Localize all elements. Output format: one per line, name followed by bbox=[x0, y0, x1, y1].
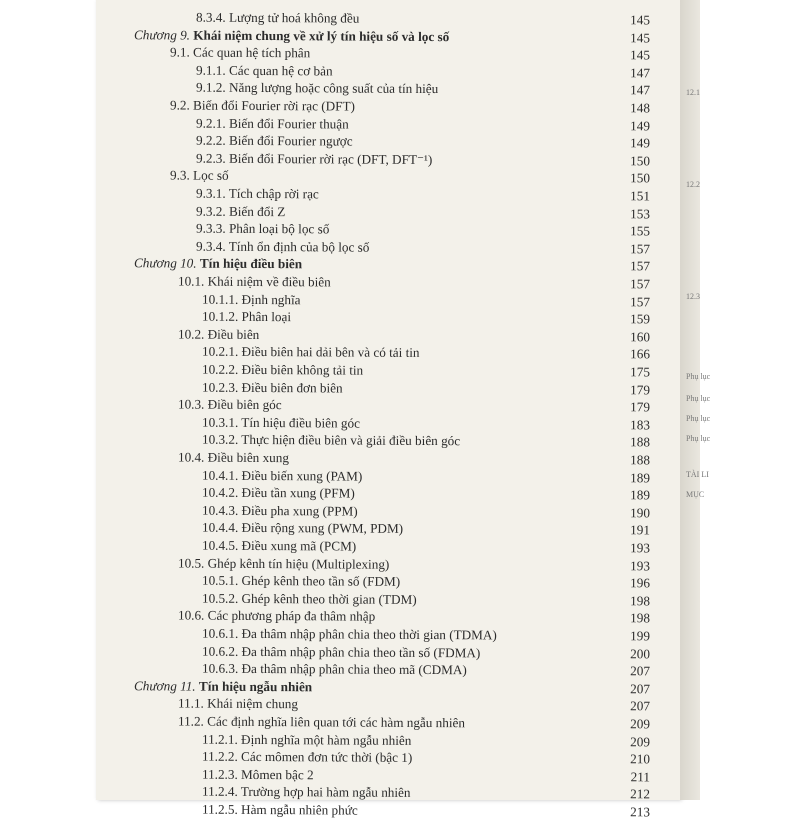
page-number: 210 bbox=[630, 751, 651, 767]
entry-title: 10.4. Điều biên xung bbox=[177, 449, 290, 466]
entry-title: 10.2.2. Điều biên không tải tin bbox=[201, 361, 364, 378]
next-page-fragment: TÀI LI bbox=[686, 470, 709, 479]
page-number: 147 bbox=[630, 65, 651, 81]
entry-title: 10.2.1. Điều biên hai dải bên và có tải tin bbox=[201, 344, 420, 361]
entry-title: 10.1.1. Định nghĩa bbox=[201, 291, 301, 307]
page-number: 213 bbox=[630, 804, 651, 820]
entry-title: 9.2.1. Biến đổi Fourier thuận bbox=[195, 115, 349, 132]
entry-title: 10.4.5. Điều xung mã (PCM) bbox=[201, 537, 357, 554]
next-page-fragment: MỤC bbox=[686, 490, 705, 499]
toc-row bbox=[96, 800, 680, 822]
page-number: 189 bbox=[630, 469, 651, 485]
page-number: 209 bbox=[630, 716, 651, 732]
chapter-label: Chương 10. bbox=[133, 255, 197, 272]
entry-title: 9.1. Các quan hệ tích phân bbox=[169, 44, 311, 61]
entry-title: 10.6.1. Đa thâm nhập phân chia theo thời gian (TDMA) bbox=[201, 625, 497, 643]
page-number: 207 bbox=[630, 698, 651, 714]
page-number: 160 bbox=[630, 329, 651, 345]
entry-title: 10.6. Các phương pháp đa thâm nhập bbox=[177, 607, 376, 625]
page-number: 196 bbox=[630, 575, 651, 591]
next-page-fragment: Phụ lục bbox=[686, 414, 711, 423]
entry-title: 10.1.2. Phân loại bbox=[201, 308, 292, 325]
page-number: 198 bbox=[630, 610, 651, 626]
entry-title: 10.5.2. Ghép kênh theo thời gian (TDM) bbox=[201, 590, 417, 607]
entry-title: 11.2.1. Định nghĩa một hàm ngẫu nhiên bbox=[201, 731, 412, 748]
entry-title: 10.6.3. Đa thâm nhập phân chia theo mã (CDMA) bbox=[201, 660, 467, 678]
chapter-heading bbox=[134, 677, 312, 696]
entry-title: 10.4.4. Điều rộng xung (PWM, PDM) bbox=[201, 520, 404, 537]
entry-title: 10.5.1. Ghép kênh theo tần số (FDM) bbox=[201, 572, 401, 590]
chapter-label: Chương 11. bbox=[133, 678, 196, 694]
page-number: 151 bbox=[630, 188, 651, 204]
page-number: 199 bbox=[630, 628, 651, 644]
entry-title: 9.3. Lọc số bbox=[169, 167, 229, 184]
entry-title: 9.3.4. Tính ổn định của bộ lọc số bbox=[195, 238, 370, 255]
next-page-fragment: 12.2 bbox=[686, 180, 700, 189]
page-number: 188 bbox=[630, 452, 651, 468]
page-number: 145 bbox=[630, 29, 651, 45]
page-number: 155 bbox=[630, 223, 651, 239]
entry-title: 9.2.2. Biến đổi Fourier ngược bbox=[195, 132, 353, 149]
chapter-title: Khái niệm chung về xử lý tín hiệu số và lọc số bbox=[193, 27, 450, 44]
page-number: 157 bbox=[630, 276, 651, 292]
entry-title: 9.2.3. Biến đổi Fourier rời rạc (DFT, DFT⁻¹) bbox=[195, 150, 433, 167]
page-number: 188 bbox=[630, 434, 651, 450]
page-number: 193 bbox=[630, 557, 651, 573]
page-number: 157 bbox=[630, 258, 651, 274]
entry-title: 10.4.1. Điều biến xung (PAM) bbox=[201, 467, 363, 484]
entry-title: 11.1. Khái niệm chung bbox=[177, 695, 299, 712]
page-number: 148 bbox=[630, 100, 651, 116]
page-number: 207 bbox=[630, 663, 651, 679]
entry-title: 10.2.3. Điều biên đơn biên bbox=[201, 379, 343, 396]
page-number: 200 bbox=[630, 645, 651, 661]
next-page-fragment: 12.1 bbox=[686, 88, 700, 97]
entry-title: 10.3. Điều biên góc bbox=[177, 396, 282, 413]
entry-title: 10.1. Khái niệm về điều biên bbox=[177, 273, 331, 290]
page-number: 212 bbox=[630, 786, 651, 802]
page-number: 190 bbox=[630, 505, 651, 521]
chapter-title: Tín hiệu ngẫu nhiên bbox=[198, 678, 313, 695]
page-number: 153 bbox=[630, 205, 651, 221]
page-number: 183 bbox=[630, 417, 651, 433]
entry-title: 11.2.4. Trường hợp hai hàm ngẫu nhiên bbox=[201, 784, 411, 801]
page-number: 145 bbox=[630, 12, 651, 28]
page-number: 149 bbox=[630, 117, 651, 133]
chapter-label: Chương 9. bbox=[133, 26, 191, 43]
entry-title: 10.3.1. Tín hiệu điều biên góc bbox=[201, 414, 361, 431]
chapter-heading bbox=[134, 255, 302, 274]
page-number: 145 bbox=[630, 47, 651, 63]
entry-title: 10.6.2. Đa thâm nhập phân chia theo tần số (FDMA) bbox=[201, 643, 481, 660]
entry-title: 9.3.3. Phân loại bộ lọc số bbox=[195, 220, 330, 237]
entry-title: 9.3.2. Biến đổi Z bbox=[195, 203, 286, 219]
book-page bbox=[96, 0, 680, 820]
next-page-fragment: 12.3 bbox=[686, 292, 700, 301]
next-page-edge bbox=[684, 0, 711, 800]
page-number: 150 bbox=[630, 153, 651, 169]
page-number: 157 bbox=[630, 241, 651, 257]
page-number: 179 bbox=[630, 399, 651, 415]
page-number: 175 bbox=[630, 364, 651, 380]
entry-title: 11.2. Các định nghĩa liên quan tới các hàm ngẫu nhiên bbox=[177, 713, 466, 731]
next-page-fragment: Phụ lục bbox=[686, 434, 711, 443]
entry-title: 10.3.2. Thực hiện điều biên và giải điều biên góc bbox=[201, 432, 461, 449]
page-number: 159 bbox=[630, 311, 651, 327]
entry-title: 9.3.1. Tích chập rời rạc bbox=[195, 185, 319, 202]
entry-title: 11.2.5. Hàm ngẫu nhiên phức bbox=[201, 801, 358, 818]
chapter-title: Tín hiệu điều biên bbox=[199, 256, 303, 272]
entry-title: 10.5. Ghép kênh tín hiệu (Multiplexing) bbox=[177, 555, 390, 572]
next-page-fragment: Phụ lục bbox=[686, 394, 711, 403]
page-number: 147 bbox=[630, 82, 651, 98]
page-number: 150 bbox=[630, 170, 651, 186]
entry-title: 10.4.2. Điều tần xung (PFM) bbox=[201, 484, 355, 501]
entry-title: 9.2. Biến đổi Fourier rời rạc (DFT) bbox=[169, 97, 356, 114]
page-number: 193 bbox=[630, 540, 651, 556]
page-number: 198 bbox=[630, 593, 651, 609]
entry-title: 9.1.2. Năng lượng hoặc công suất của tín hiệu bbox=[195, 80, 439, 97]
page-number: 189 bbox=[630, 487, 651, 503]
table-of-contents bbox=[96, 0, 680, 820]
entry-title: 11.2.2. Các mômen đơn tức thời (bậc 1) bbox=[201, 748, 413, 766]
entry-title: 10.4.3. Điều pha xung (PPM) bbox=[201, 502, 358, 519]
entry-title: 10.2. Điều biên bbox=[177, 326, 260, 342]
entry-title: 11.2.3. Mômen bậc 2 bbox=[201, 766, 314, 783]
entry-title: 8.3.4. Lượng tử hoá không đều bbox=[195, 9, 360, 26]
page-number: 209 bbox=[630, 733, 651, 749]
page-number: 166 bbox=[630, 346, 651, 362]
entry-title: 9.1.1. Các quan hệ cơ bản bbox=[195, 62, 333, 79]
page-number: 207 bbox=[630, 681, 651, 697]
page-number: 191 bbox=[630, 522, 651, 538]
page-number: 179 bbox=[630, 381, 651, 397]
page-number: 157 bbox=[630, 293, 651, 309]
page-number: 149 bbox=[630, 135, 651, 151]
next-page-fragment: Phụ lục bbox=[686, 372, 711, 381]
page-number: 211 bbox=[630, 769, 651, 785]
